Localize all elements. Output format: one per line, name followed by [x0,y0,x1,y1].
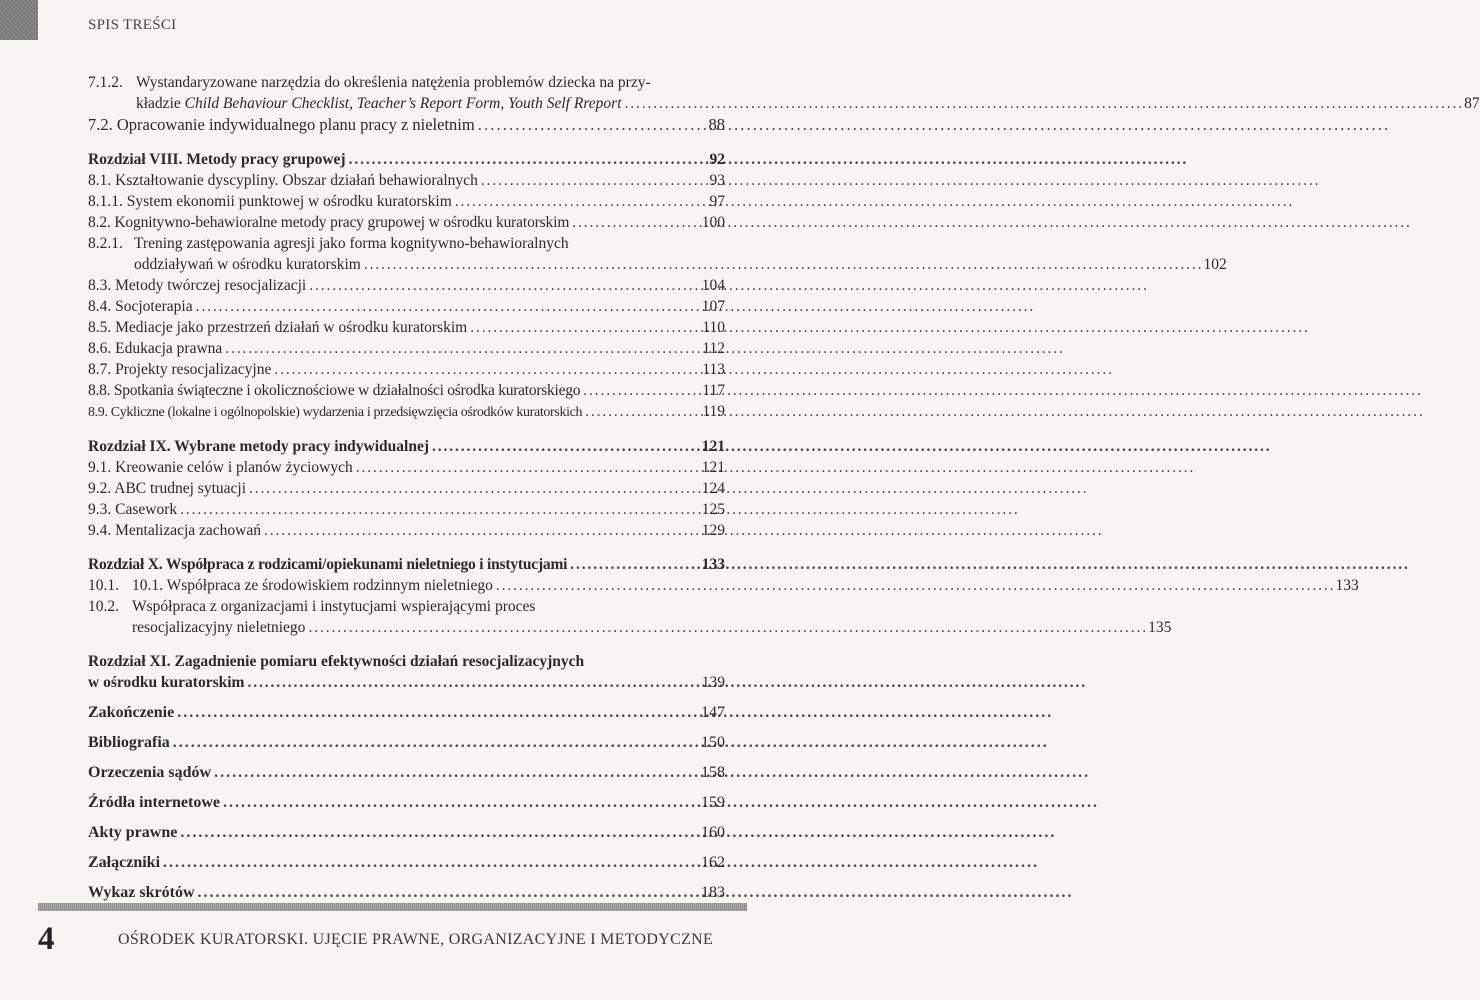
toc-entry-title: 10.1. Współpraca ze środowiskiem rodzinnym nieletniego [132,577,493,594]
dot-leader [223,792,698,813]
toc-back-title: Orzeczenia sądów [88,764,212,781]
toc-entry-number: 10.2. [88,598,119,615]
toc-page-number: 102 [1203,256,1227,273]
toc-entry-title: 9.4. Mentalizacja zachowań [88,522,261,539]
dot-leader [264,520,699,541]
toc-back-bibliografia [88,732,725,753]
dot-leader [478,114,706,136]
toc-entry-8-5 [88,317,725,338]
dot-leader [364,254,1201,275]
dot-leader [249,478,699,499]
toc-page-number: 107 [701,298,725,315]
toc-page-number: 129 [701,522,725,539]
toc-back-orzeczenia [88,762,725,783]
toc-page-number: 150 [701,734,725,751]
dot-leader [308,617,1145,638]
dot-leader [432,436,699,457]
toc-chapter-title: Rozdział VIII. Metody pracy grupowej [88,151,346,168]
toc-entry-title-line2: resocjalizacyjny nieletniego [132,619,306,636]
toc-entry-title-line1: Trening zastępowania agresji jako forma kognitywno-behawioralnych [134,235,569,252]
toc-page-number: 88 [708,115,725,134]
toc-entry-title: 8.9. Cykliczne (lokalne i ogólnopolskie) wydarzenia i przedsięwzięcia ośrodków kuratorskich [88,405,583,420]
toc-entry-title-line1: Wystandaryzowane narzędzia do określenia natężenia problemów dziecka na przy- [136,74,651,91]
toc-entry-title: 9.1. Kreowanie celów i planów życiowych [88,459,353,476]
toc-page-number: 93 [709,172,725,189]
dot-leader [214,762,698,783]
toc-page-number: 87 [1464,95,1480,112]
toc-page-number: 113 [702,361,725,378]
toc-entry-title: 8.1.1. System ekonomii punktowej w ośrodku kuratorskim [88,193,452,210]
toc-entry-title: 8.3. Metody twórczej resocjalizacji [88,277,307,294]
dot-leader [356,457,699,478]
toc-page-number: 124 [701,480,725,497]
toc-entry-8-2-1 [88,233,1227,275]
dot-leader [455,191,707,212]
toc-back-zakonczenie [88,702,725,723]
toc-entry-8-1 [88,170,725,191]
dot-leader [225,338,699,359]
toc-page-number: 100 [701,214,725,231]
toc-entry-8-3 [88,275,725,296]
toc-page-number: 133 [701,556,725,573]
dot-leader [177,702,698,723]
dot-leader [198,882,698,903]
toc-entry-9-2 [88,478,725,499]
toc-entry-9-4 [88,520,725,541]
toc-entry-9-3 [88,499,725,520]
toc-back-title: Bibliografia [88,734,170,751]
running-head: SPIS TREŚCI [88,17,177,33]
toc-entry-title-line2: oddziaływań w ośrodku kuratorskim [134,256,361,273]
dot-leader [570,554,698,575]
toc-chapter-title: Rozdział IX. Wybrane metody pracy indywidualnej [88,438,430,455]
toc-page-number: 139 [701,674,725,691]
toc-entry-title: 9.3. Casework [88,501,178,518]
dot-leader [196,296,699,317]
toc-back-zalaczniki [88,852,725,873]
toc-back-zrodla [88,792,725,813]
toc-back-title: Zakończenie [88,704,175,721]
toc-entry-10-1: 10.1. 10.1. Współpraca ze środowiskiem rodzinnym nieletniego . . . 133 [88,575,725,596]
dot-leader [481,170,707,191]
dot-leader [247,672,698,693]
toc-page-number: 92 [709,151,725,168]
dot-leader [349,149,707,170]
toc-back-title: Załączniki [88,854,161,871]
toc-page-number: 133 [1335,577,1359,594]
toc-back-title: Źródła internetowe [88,794,220,811]
table-of-contents [88,72,1480,903]
toc-back-title: Wykaz skrótów [88,884,195,901]
corner-print-mark [0,0,38,40]
toc-entry-number: 7.1.2. [88,74,123,91]
dot-leader [470,317,699,338]
toc-entry-title-line1: Współpraca z organizacjami i instytucjami wspierającymi proces [132,598,536,615]
toc-page-number: 112 [702,340,725,357]
toc-page-number: 121 [701,459,725,476]
toc-page-number: 119 [702,403,725,420]
dot-leader [585,401,699,422]
footer-rule [38,903,747,911]
toc-back-akty [88,822,725,843]
toc-chapter-8 [88,149,725,170]
dot-leader [274,359,699,380]
footer-book-title: OŚRODEK KURATORSKI. UJĘCIE PRAWNE, ORGANIZACYJNE I METODYCZNE [118,931,714,948]
toc-entry-10-2 [88,596,1172,638]
toc-chapter-9 [88,436,725,457]
toc-page-number: 97 [709,193,725,210]
toc-chapter-title: Rozdział X. Współpraca z rodzicami/opiekunami nieletniego i instytucjami [88,556,568,573]
toc-page-number: 104 [701,277,725,294]
toc-entry-title: 8.2. Kognitywno-behawioralne metody pracy grupowej w ośrodku kuratorskim [88,214,570,231]
toc-entry-title-line2: kładzie [136,95,185,112]
toc-page-number: 110 [702,319,725,336]
dot-leader [496,575,1333,596]
page-folio: 4 [38,921,55,957]
toc-entry-8-9 [88,401,725,423]
toc-entry-8-1-1 [88,191,725,212]
toc-page-number: 158 [701,764,725,781]
toc-entry-9-1 [88,457,725,478]
toc-entry-title: 8.5. Mediacje jako przestrzeń działań w ośrodku kuratorskim [88,319,468,336]
toc-entry-title: 8.1. Kształtowanie dyscypliny. Obszar działań behawioralnych [88,172,478,189]
dot-leader [309,275,699,296]
toc-page-number: 125 [701,501,725,518]
toc-entry-title: 8.6. Edukacja prawna [88,340,223,357]
toc-chapter-title-line2: w ośrodku kuratorskim [88,674,245,691]
toc-page-number: 159 [701,794,725,811]
toc-page-number: 183 [701,884,725,901]
dot-leader [180,822,698,843]
dot-leader [625,93,1462,114]
toc-page-number: 147 [701,704,725,721]
toc-entry-title: 7.2. Opracowanie indywidualnego planu pracy z nieletnim [88,115,475,134]
dot-leader [180,499,699,520]
toc-entry-title: 8.8. Spotkania świąteczne i okolicznościowe w działalności ośrodka kuratorskiego [88,382,581,399]
toc-entry-7-1-2 [88,72,1480,114]
toc-entry-title-italic: Child Behaviour Checklist, Teacher’s Report Form, Youth Self Rreport [184,95,622,112]
toc-chapter-title-line1: Rozdział XI. Zagadnienie pomiaru efektywności działań resocjalizacyjnych [88,653,585,670]
toc-entry-number: 8.2.1. [88,235,123,252]
toc-page-number: 160 [701,824,725,841]
toc-page-number: 117 [702,382,725,399]
toc-chapter-11 [88,651,725,693]
toc-entry-title: 8.4. Socjoterapia [88,298,193,315]
toc-entry-8-4 [88,296,725,317]
toc-page-number: 162 [701,854,725,871]
toc-back-skroty [88,882,725,903]
dot-leader [163,852,698,873]
dot-leader [583,380,699,401]
toc-page-number: 135 [1148,619,1172,636]
toc-chapter-10 [88,554,725,575]
toc-entry-8-7 [88,359,725,380]
dot-leader [173,732,698,753]
toc-entry-8-6 [88,338,725,359]
toc-entry-7-2 [88,114,725,136]
toc-back-title: Akty prawne [88,824,178,841]
toc-entry-8-2 [88,212,725,233]
dot-leader [572,212,699,233]
toc-entry-8-8 [88,380,725,401]
toc-page-number: 121 [701,438,725,455]
toc-entry-title: 9.2. ABC trudnej sytuacji [88,480,247,497]
toc-entry-title: 8.7. Projekty resocjalizacyjne [88,361,272,378]
